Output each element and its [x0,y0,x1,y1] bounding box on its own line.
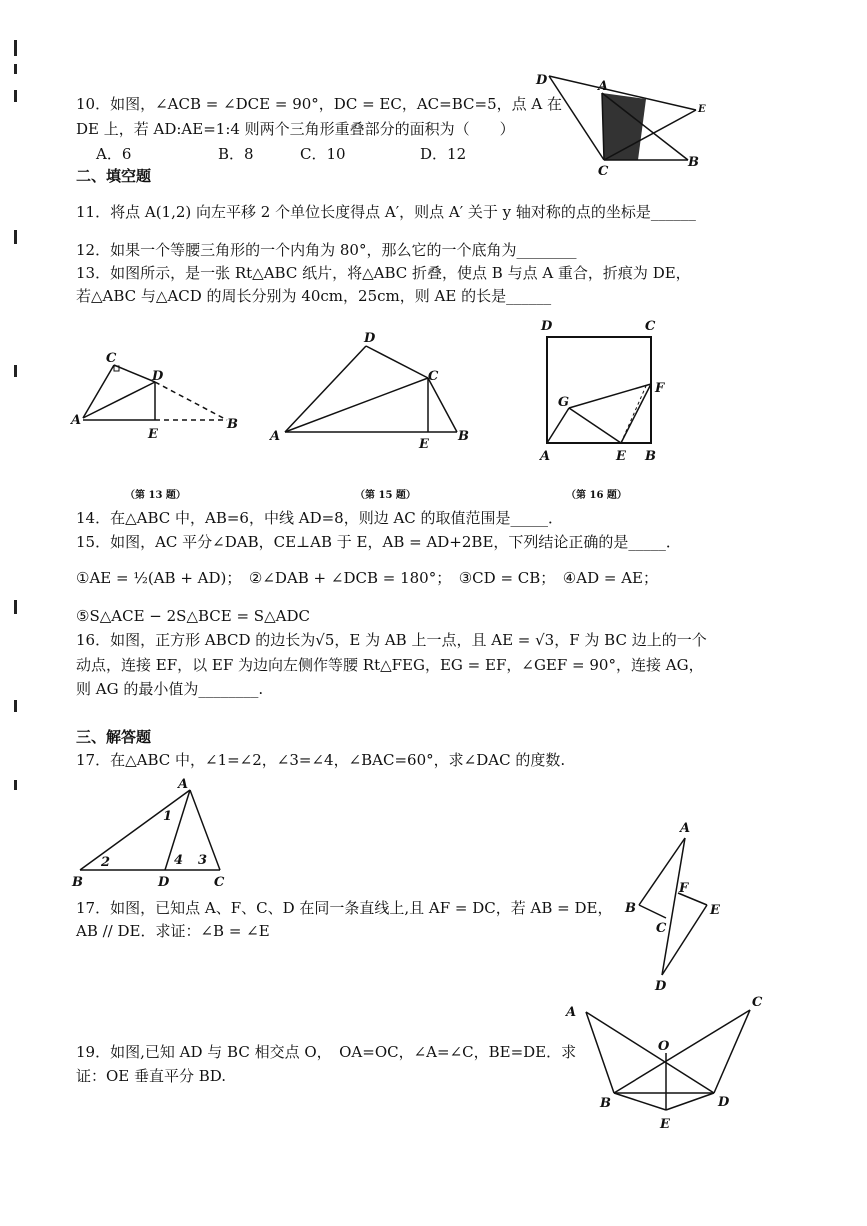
label-C: C [598,164,609,179]
label-C: C [214,875,225,890]
label-A: A [680,821,691,836]
q17b-line2: AB // DE．求证：∠B = ∠E [76,922,270,940]
label-D: D [152,369,164,384]
q12-text: 12．如果一个等腰三角形的一个内角为 80°，那么它的一个底角为________ [76,241,577,259]
label-E: E [148,427,158,442]
q10-line2: DE 上，若 AD:AE=1:4 则两个三角形重叠部分的面积为（ ） [76,120,515,138]
label-B: B [645,449,656,464]
label-D: D [158,875,170,890]
q16-line3: 则 AG 的最小值为________. [76,680,264,698]
label-C: C [752,995,763,1010]
caption-fig15: （第 15 题） [355,490,416,501]
label-E: E [710,903,720,918]
q16-line2: 动点，连接 EF，以 EF 为边向左侧作等腰 Rt△FEG，EG = EF，∠GEF = 90°，连接 AG， [76,656,704,674]
section-heading-answers: 三、解答题 [76,728,152,746]
q19-line1: 19．如图,已知 AD 与 BC 相交点 O， OA=OC，∠A=∠C，BE=DE．求 [76,1043,577,1061]
label-angle-4: 4 [174,853,184,868]
label-D: D [718,1095,730,1110]
label-A: A [540,449,551,464]
label-G: G [558,395,570,410]
q19-line2: 证：OE 垂直平分 BD. [76,1067,227,1085]
label-E: E [616,449,626,464]
label-A: A [270,429,281,444]
q10-option-b: B．8 [218,145,254,163]
q14-text: 14．在△ABC 中，AB=6，中线 AD=8，则边 AC 的取值范围是_____． [76,509,564,527]
label-E: E [660,1117,670,1132]
label-C: C [656,921,667,936]
label-B: B [688,155,699,170]
label-B: B [625,901,636,916]
q10-option-c: C．10 [300,145,346,163]
label-F: F [655,381,665,396]
label-B: B [72,875,83,890]
label-B: B [227,417,238,432]
label-angle-2: 2 [101,855,111,870]
label-A: A [598,79,609,94]
q10-line1: 10．如图，∠ACB = ∠DCE = 90°，DC = EC，AC=BC=5，点 A 在 [76,95,562,113]
section-heading-fill-blank: 二、填空题 [76,167,152,185]
label-angle-3: 3 [198,853,208,868]
q10-option-a: A．6 [96,145,132,163]
label-O: O [658,1039,670,1054]
label-E: E [698,104,706,115]
label-A: A [566,1005,577,1020]
q17a-text: 17．在△ABC 中，∠1=∠2，∠3=∠4，∠BAC=60°，求∠DAC 的度数. [76,751,566,769]
label-D: D [541,319,553,334]
label-angle-1: 1 [163,809,173,824]
label-D: D [364,331,376,346]
label-D: D [536,73,548,88]
caption-fig13: （第 13 题） [125,490,186,501]
q13-line2: 若△ABC 与△ACD 的周长分别为 40cm，25cm，则 AE 的长是______ [76,287,552,305]
q16-line1: 16．如图，正方形 ABCD 的边长为√5，E 为 AB 上一点，且 AE = √3，F 为 BC 边上的一个 [76,631,707,649]
label-A: A [71,413,82,428]
label-C: C [645,319,656,334]
label-F: F [679,881,689,896]
q17b-line1: 17．如图，已知点 A、F、C、D 在同一条直线上,且 AF = DC，若 AB = DE， [76,899,613,917]
label-C: C [106,351,117,366]
q15-line1: 15．如图，AC 平分∠DAB，CE⊥AB 于 E，AB = AD+2BE，下列结论正确的是_____． [76,533,681,551]
label-B: B [600,1096,611,1111]
label-E: E [419,437,429,452]
q15-option5: ⑤S△ACE − 2S△BCE = S△ADC [76,607,310,625]
q11-text: 11．将点 A(1,2) 向左平移 2 个单位长度得点 A′，则点 A′ 关于 y 轴对称的点的坐标是______ [76,203,696,221]
label-C: C [428,369,439,384]
label-B: B [458,429,469,444]
q13-line1: 13．如图所示，是一张 Rt△ABC 纸片，将△ABC 折叠，使点 B 与点 A 重合，折痕为 DE， [76,264,691,282]
caption-fig16: （第 16 题） [566,490,627,501]
q15-options: ①AE = ½(AB + AD)； ②∠DAB + ∠DCB = 180°； ③CD = CB； ④AD = AE； [76,569,658,587]
q10-option-d: D．12 [420,145,467,163]
label-A: A [178,777,189,792]
label-D: D [655,979,667,994]
